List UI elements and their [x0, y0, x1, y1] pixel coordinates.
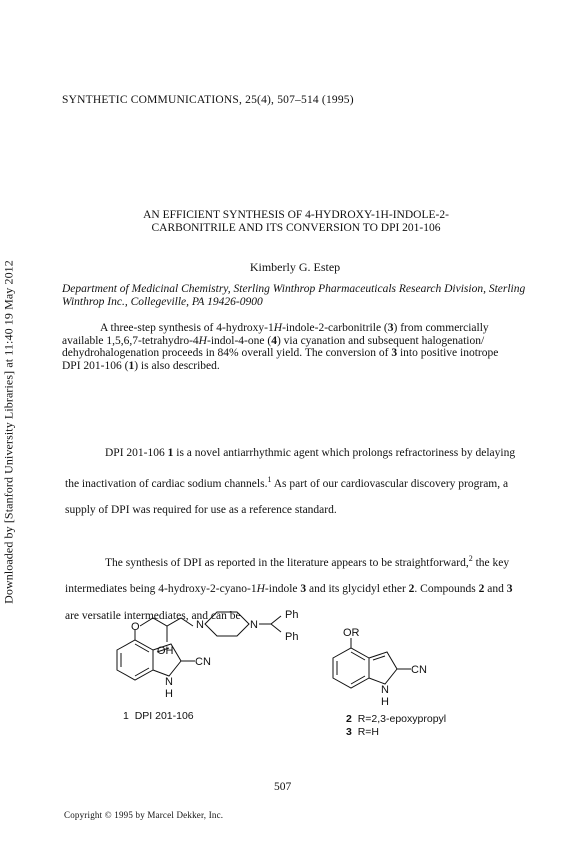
group-CN-1: CN: [195, 656, 211, 668]
atom-NH-1: N: [165, 676, 173, 688]
body-paragraph-2: The synthesis of DPI as reported in the literature appears to be straightforward,$^2$ the key intermediates being 4-hydroxy-2-cyano-1H-indole 3 and its glycidyl ether 2. Compounds 2 and 3 are versatile intermediates, and can be: [65, 554, 513, 622]
atom-NH-2: N: [381, 684, 389, 696]
caption-1-name: DPI 201-106: [134, 710, 194, 722]
caption-2-number: 2: [346, 713, 352, 725]
author-affiliation: Department of Medicinal Chemistry, Sterling Winthrop Pharmaceuticals Research Division, Sterling Winthrop Inc., Collegeville, PA 19426-0900: [62, 283, 526, 308]
copyright-notice: Copyright © 1995 by Marcel Dekker, Inc.: [64, 810, 224, 820]
abstract: A three-step synthesis of 4-hydroxy-1H-indole-2-carbonitrile (3) from commercially available 1,5,6,7-tetrahydro-4H-indol-4-one (4) via cyanation and subsequent halogenation/ dehydrohalogenation proceeds in 84% overall yield. The conversion of 3 into positive inotrope DPI 201-106 (1) is also described.: [62, 322, 499, 372]
benzene-ring-1: [117, 640, 153, 680]
title-line-1: AN EFFICIENT SYNTHESIS OF 4-HYDROXY-1H-INDOLE-2-: [143, 209, 449, 221]
group-OR: OR: [343, 627, 360, 639]
benzene-ring-2: [333, 648, 369, 688]
atom-N-piperazine-2: N: [250, 619, 258, 631]
piperazine-ring: [205, 612, 249, 636]
caption-3-text: R=H: [357, 725, 379, 738]
atom-O-ether: O: [131, 621, 140, 633]
structure-caption-1: [123, 710, 194, 722]
body-paragraph-1: DPI 201-106 1 is a novel antiarrhythmic agent which prolongs refractoriness by delaying the inactivation of cardiac sodium channels.$^1$ As part of our cardiovascular discovery program, a supply of DPI was required for use as a reference standard.: [65, 447, 516, 516]
article-title: [70, 209, 522, 235]
download-watermark-text: Downloaded by [Stanford University Libraries] at 11:40 19 May 2012: [1, 260, 16, 604]
group-CN-2: CN: [411, 664, 427, 676]
structure-caption-2: [346, 713, 446, 738]
page-number: 507: [274, 781, 292, 793]
journal-header: SYNTHETIC COMMUNICATIONS, 25(4), 507–514 (1995): [62, 94, 354, 106]
atom-H-1: H: [165, 688, 173, 700]
author-name: Kimberly G. Estep: [249, 260, 341, 274]
caption-2-text: R=2,3-epoxypropyl: [357, 713, 447, 725]
caption-3-number: 3: [346, 725, 352, 738]
atom-N-piperazine-1: N: [196, 619, 204, 631]
atom-OH: OH: [157, 645, 174, 657]
label-Ph-2: Ph: [285, 631, 299, 643]
atom-H-2: H: [381, 696, 389, 708]
chemical-structures-figure: [95, 608, 455, 708]
caption-1-number: 1: [123, 710, 129, 722]
label-Ph-1: Ph: [285, 609, 299, 621]
title-line-2: CARBONITRILE AND ITS CONVERSION TO DPI 201-106: [151, 222, 441, 234]
